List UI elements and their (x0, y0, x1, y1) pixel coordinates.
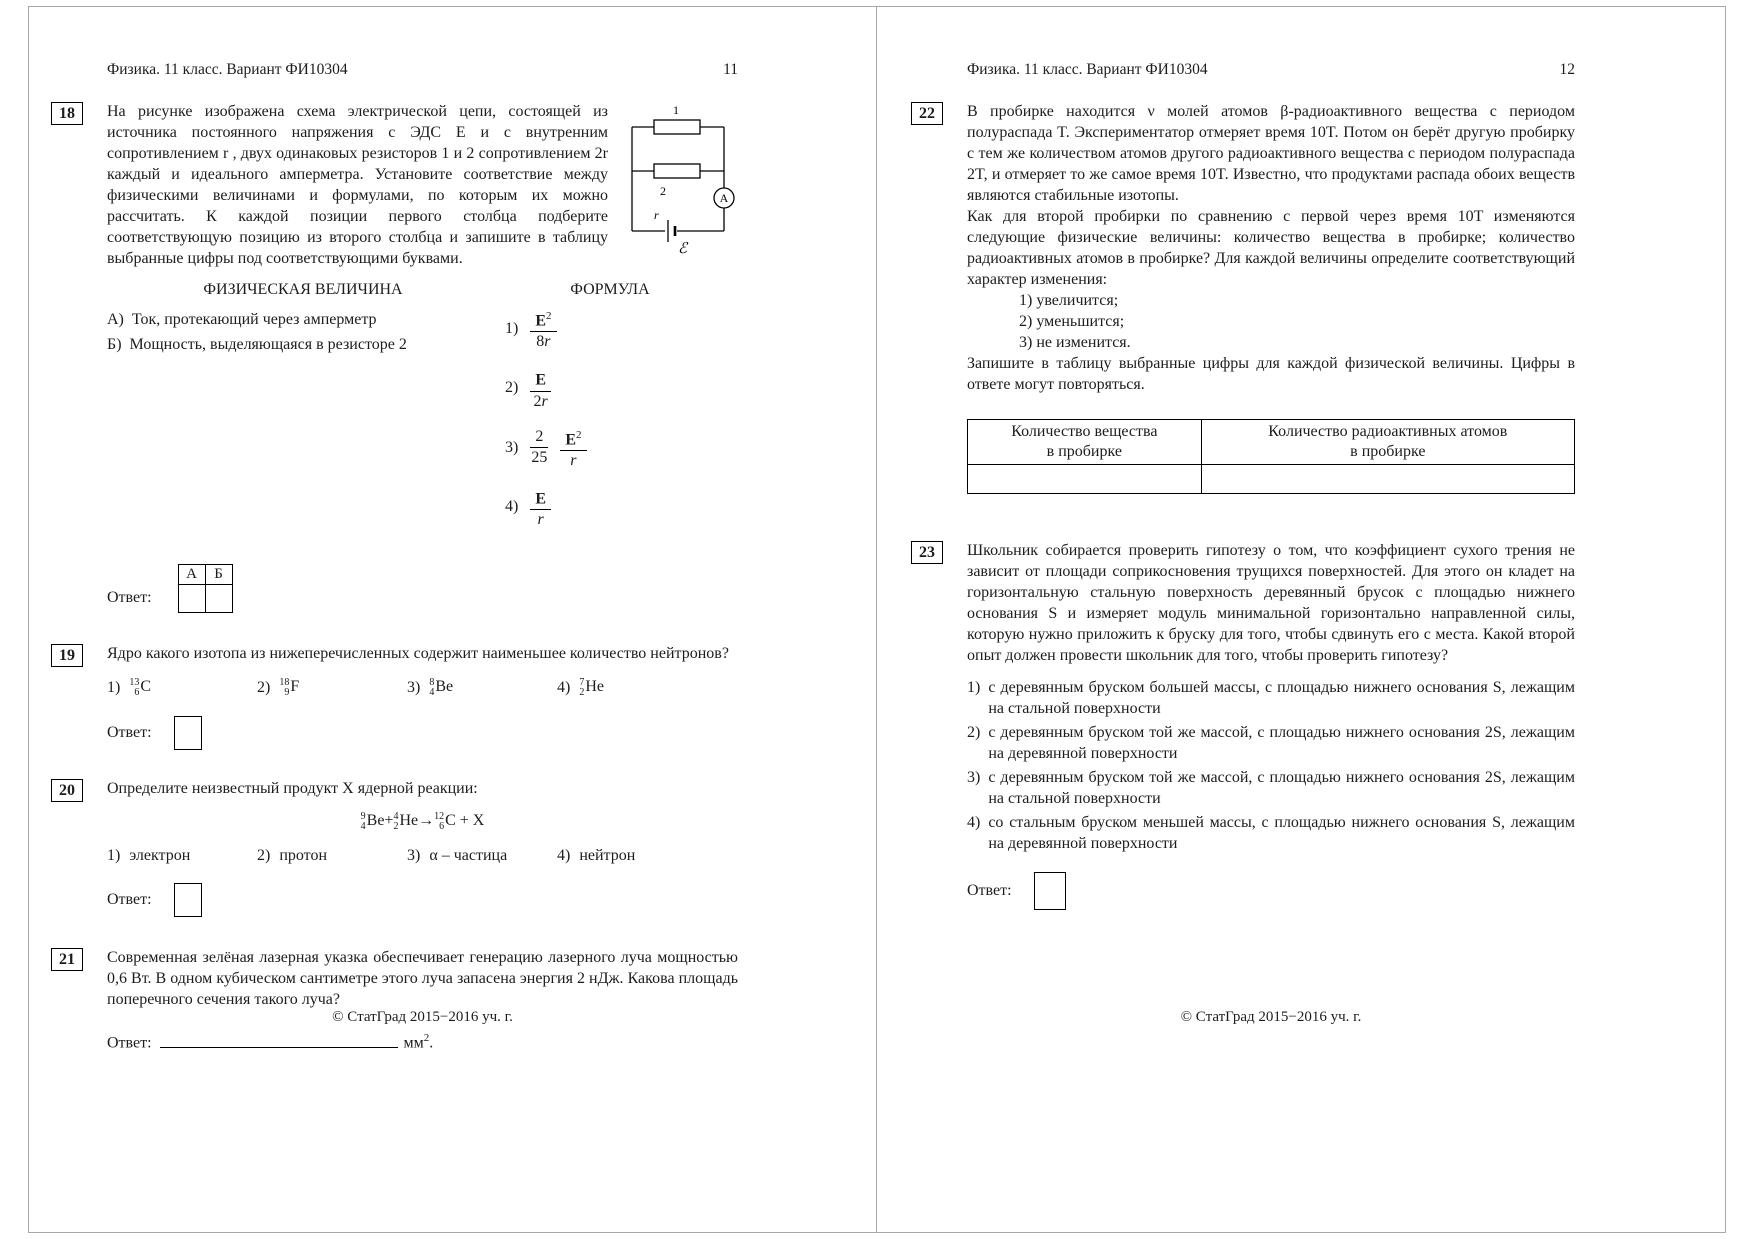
nuclear-reaction (107, 812, 738, 832)
plus-sign: + (384, 812, 394, 830)
unit-exponent: 2 (423, 1032, 430, 1045)
nuclide-be8: 8 4 Be (429, 677, 454, 699)
question-23-text: Школьник собирается проверить гипотезу о том, что коэффициент сухого трения не зависит от площади соприкосновения трущихся поверхностей. Для этого он кладет на горизонтальную стальную поверхность деревянный брусок с площадью нижнего основания S и измеряет модуль минимальной горизонтально направленной силы, которую нужно приложить к бруску для того, чтобы сдвинуть его с места. Какой второй опыт должен провести школьник для того, чтобы проверить гипотезу? (967, 542, 1575, 664)
emf-symbol: E (565, 430, 576, 448)
emf-symbol: E (535, 371, 546, 389)
fraction (530, 428, 548, 467)
question-22-answer-table (967, 419, 1575, 494)
table-answer-cell-2 (1201, 465, 1574, 494)
question-19 (59, 643, 738, 750)
fraction (560, 426, 586, 470)
nuclide-he4: 4 2 He (393, 811, 419, 833)
answer-col-b: Б (205, 565, 232, 585)
question-23 (919, 540, 1575, 910)
item-b-label: Б) (107, 336, 122, 353)
question-22-number: 22 (911, 102, 943, 125)
fraction (530, 366, 551, 410)
option-1 (107, 678, 257, 698)
unit: мм (403, 1034, 424, 1052)
question-18-body (107, 101, 738, 269)
page-footer: © СтатГрад 2015−2016 уч. г. (332, 1009, 513, 1025)
formula-2-id: 2) (505, 379, 519, 397)
page-11 (29, 7, 877, 1232)
option-2: 2) протон (257, 847, 328, 865)
answer-label: Ответ: (107, 589, 152, 607)
answer-col-a: А (178, 565, 205, 585)
question-21 (59, 947, 738, 1052)
table-answer-cell-1 (968, 465, 1202, 494)
question-19-options (107, 678, 738, 698)
numerator: 2 (535, 428, 544, 446)
formula-option-1 (505, 307, 715, 351)
question-22-paragraph-2: Как для второй пробирки по сравнению с первой через время 10T изменяются следующие физические величины: количество вещества в пробирке; количество радиоактивных атомов в пробирке? Для каждой величины определите соответствующий характер изменения: (967, 208, 1575, 288)
question-21-text: Современная зелёная лазерная указка обеспечивает генерацию лазерного луча мощностью 0,6 Вт. В одном кубическом сантиметре этого луча запасена энергия 2 нДж. Какова площадь поперечного сечения такого луча? (107, 949, 738, 1009)
formula-4-id: 4) (505, 498, 519, 516)
option-id: 1) (967, 679, 981, 696)
page-header (967, 7, 1575, 79)
page-header (107, 7, 738, 79)
quantities-column (107, 275, 499, 544)
question-18-text: На рисунке изображена схема электрической цепи, состоящей из источника постоянного напряжения с ЭДС E и с внутренним сопротивлением r , двух одинаковых резисторов 1 и 2 сопротивлением 2r каждый и идеального амперметра. Установите соответствие между физическими величинами и формулами, по которым их можно рассчитать. К каждой позиции первого столбца подберите соответствующую позицию из второго столбца и запишите в таблицу выбранные цифры под соответствующими буквами. (107, 103, 608, 267)
circuit-diagram (620, 103, 738, 255)
question-18 (59, 101, 738, 613)
option-3: 3) α – частица (407, 847, 508, 865)
answer-label: Ответ: (967, 882, 1012, 899)
nuclide-c12: 12 6 C (434, 811, 456, 833)
fraction (530, 485, 551, 529)
resistor-2-label: 2 (660, 184, 666, 198)
option-1: 1) электрон (107, 847, 191, 865)
option-id: 2) (257, 679, 271, 697)
question-19-text: Ядро какого изотопа из нижеперечисленных содержит наименьшее количество нейтронов? (107, 645, 729, 663)
nuclide-f18: 18 9 F (279, 677, 300, 699)
answer-box (1034, 872, 1066, 910)
variable-r: r (570, 451, 577, 469)
formulas-column (505, 275, 715, 544)
page-12 (877, 7, 1725, 1232)
item-a-text: Ток, протекающий через амперметр (131, 311, 377, 328)
question-20-text: Определите неизвестный продукт X ядерной реакции: (107, 780, 478, 798)
question-19-number: 19 (51, 644, 83, 667)
answer-blank (160, 1033, 398, 1048)
answer-table-ab (178, 564, 233, 613)
option-1: 1) с деревянным бруском большей массы, с площадью нижнего основания S, лежащим на стальной поверхности (967, 679, 1575, 717)
formulas-header: ФОРМУЛА (570, 281, 650, 298)
question-19-answer (107, 716, 738, 750)
period: . (429, 1034, 434, 1052)
variant-title: Физика. 11 класс. Вариант ФИ10304 (967, 61, 1208, 78)
question-18-answer (107, 564, 738, 613)
exponent: 2 (546, 310, 552, 322)
resistor-1-label: 1 (673, 103, 679, 117)
question-20-answer (107, 883, 738, 917)
variant-title: Физика. 11 класс. Вариант ФИ10304 (107, 61, 348, 78)
option-3: 3) с деревянным бруском той же массой, с площадью нижнего основания 2S, лежащим на стальной поверхности (967, 769, 1575, 807)
question-23-number: 23 (911, 541, 943, 564)
formula-option-4 (505, 485, 715, 529)
formula-option-3 (505, 426, 715, 470)
reaction-unknown: + X (459, 812, 485, 830)
option-id: 2) (967, 724, 981, 741)
answer-box (174, 716, 202, 750)
ammeter-label: A (719, 191, 729, 205)
nuclide-c13: 13 6 C (129, 677, 151, 699)
answer-label: Ответ: (107, 891, 152, 909)
denominator: 25 (531, 449, 548, 467)
coefficient: 8 (536, 333, 545, 351)
emf-label: ℰ (678, 241, 688, 255)
fraction (530, 307, 556, 351)
table-header-1: Количество вещества в пробирке (968, 420, 1202, 465)
matching-section (107, 275, 738, 544)
variable-r: r (541, 392, 548, 410)
page-number: 11 (723, 61, 738, 78)
internal-resistance-label: r (654, 208, 659, 222)
formula-option-2 (505, 366, 715, 410)
change-option-1: 1) увеличится; (1019, 292, 1119, 309)
formula-3-id: 3) (505, 438, 519, 456)
answer-box (174, 883, 202, 917)
item-b-text: Мощность, выделяющаяся в резисторе 2 (129, 336, 407, 353)
page-12-content (877, 7, 1725, 910)
emf-symbol: E (535, 490, 546, 508)
question-22 (919, 101, 1575, 494)
option-id: 3) (967, 769, 981, 786)
option-2: 2) с деревянным бруском той же массой, с площадью нижнего основания 2S, лежащим на деревянной поверхности (967, 724, 1575, 762)
quantity-item-b (107, 332, 499, 357)
answer-cell-a (178, 585, 205, 613)
option-id: 4) (557, 679, 571, 697)
variable-r: r (537, 511, 544, 529)
page-footer: © СтатГрад 2015−2016 уч. г. (1180, 1009, 1362, 1025)
option-4 (557, 678, 604, 698)
question-22-paragraph-1: В пробирке находится ν молей атомов β-радиоактивного вещества с периодом полураспада T. Экспериментатор отмеряет время 10T. Потом он берёт другую пробирку с тем же количеством атомов другого радиоактивного вещества с периодом полураспада 2T, и отмеряет то же самое время 10T. Известно, что продуктами распада обоих веществ являются стабильные изотопы. (967, 103, 1575, 204)
emf-symbol: E (535, 312, 546, 330)
change-options-list (1019, 290, 1575, 353)
table-header-2: Количество радиоактивных атомов в пробирке (1201, 420, 1574, 465)
question-23-answer (967, 872, 1575, 910)
change-option-2: 2) уменьшится; (1019, 313, 1125, 330)
question-20 (59, 778, 738, 917)
exponent: 2 (576, 428, 582, 441)
variable-r: r (544, 333, 551, 351)
nuclide-he7: 7 2 He (579, 677, 604, 699)
question-20-number: 20 (51, 779, 83, 802)
two-page-spread (28, 6, 1726, 1233)
question-21-answer (107, 1032, 738, 1052)
quantity-item-a (107, 307, 499, 332)
page-number: 12 (1559, 61, 1575, 78)
question-20-options (107, 847, 738, 865)
option-4: 4) нейтрон (557, 847, 636, 865)
answer-cell-b (205, 585, 232, 613)
option-id: 1) (107, 679, 121, 697)
change-option-3: 3) не изменится. (1019, 334, 1131, 351)
option-3 (407, 678, 557, 698)
arrow: → (418, 812, 435, 830)
item-a-label: А) (107, 311, 124, 328)
question-22-paragraph-3: Запишите в таблицу выбранные цифры для каждой физической величины. Цифры в ответе могут повторяться. (967, 355, 1575, 393)
option-id: 4) (967, 814, 981, 831)
page-11-content (29, 7, 876, 1053)
coefficient: 2 (533, 392, 542, 410)
formula-1-id: 1) (505, 320, 519, 338)
answer-label: Ответ: (107, 1034, 152, 1052)
quantities-header: ФИЗИЧЕСКАЯ ВЕЛИЧИНА (203, 281, 403, 298)
option-id: 3) (407, 679, 421, 697)
nuclide-be9: 9 4 Be (360, 811, 385, 833)
question-18-number: 18 (51, 102, 83, 125)
option-2 (257, 678, 407, 698)
option-4: 4) со стальным бруском меньшей массы, с площадью нижнего основания S, лежащим на деревянной поверхности (967, 814, 1575, 852)
question-21-number: 21 (51, 948, 83, 971)
answer-label: Ответ: (107, 724, 152, 742)
